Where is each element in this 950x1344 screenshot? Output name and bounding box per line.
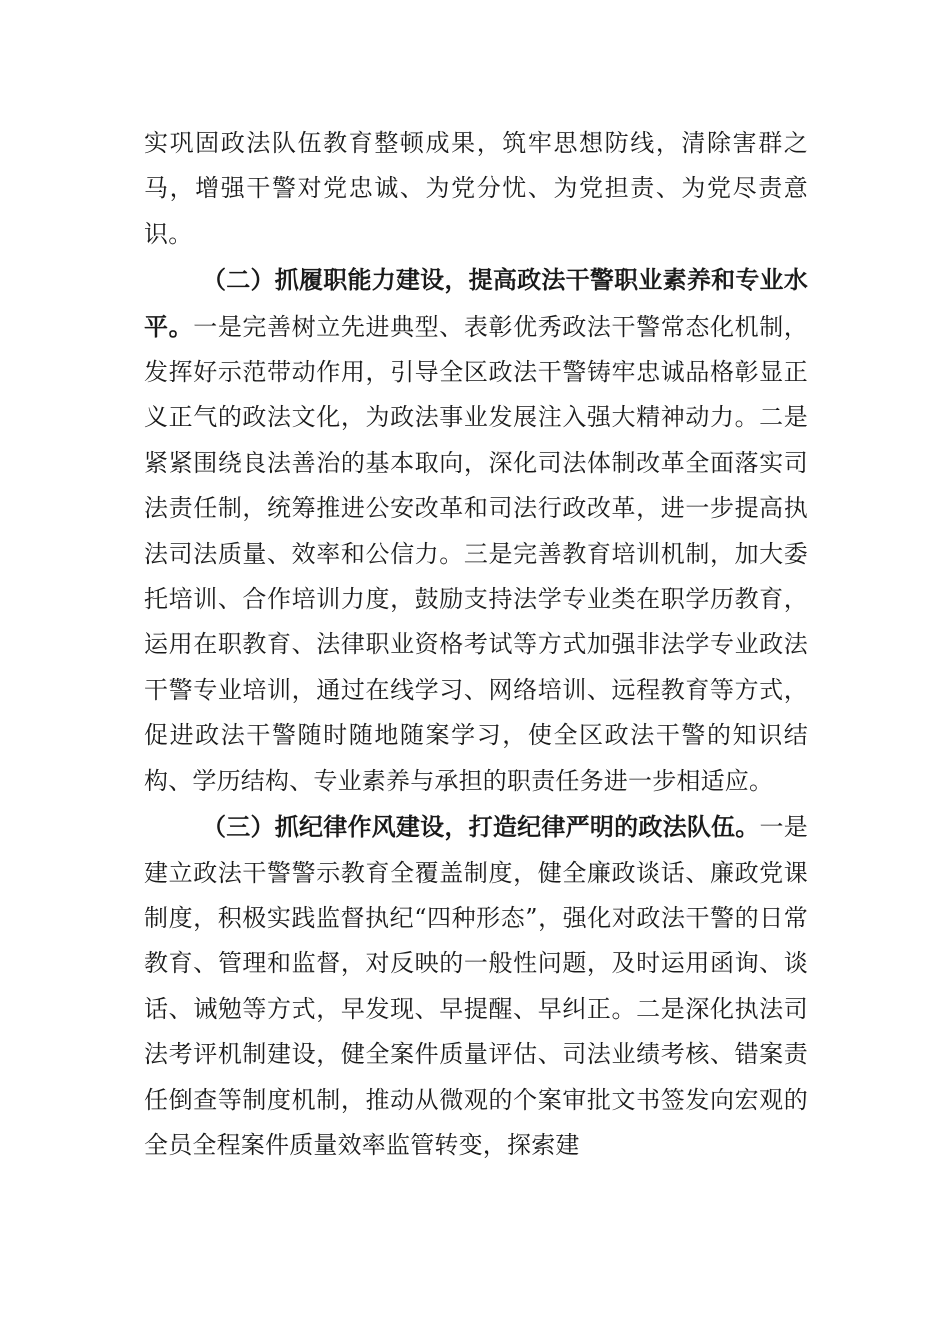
paragraph-section-two bbox=[144, 257, 808, 804]
paragraph-text: 一是完善树立先进典型、表彰优秀政法干警常态化机制，发挥好示范带动作用，引导全区政法干警铸牢忠诚品格彰显正义正气的政法文化，为政法事业发展注入强大精神动力。二是紧紧围绕良法善治的基本取向，深化司法体制改革全面落实司法责任制，统筹推进公安改革和司法行政改革，进一步提高执法司法质量、效率和公信力。三是完善教育培训机制，加大委托培训、合作培训力度，鼓励支持法学专业类在职学历教育，运用在职教育、法律职业资格考试等方式加强非法学专业政法干警专业培训，通过在线学习、网络培训、远程教育等方式，促进政法干警随时随地随案学习，使全区政法干警的知识结构、学历结构、专业素养与承担的职责任务进一步相适应。 bbox=[144, 312, 808, 795]
paragraph-text: 实巩固政法队伍教育整顿成果，筑牢思想防线，清除害群之马，增强干警对党忠诚、为党分忧、为党担责、为党尽责意识。 bbox=[144, 129, 808, 248]
paragraph-section-three bbox=[144, 804, 808, 1168]
paragraph-continuation bbox=[144, 121, 808, 257]
document-page bbox=[144, 121, 808, 1168]
section-heading: （三）抓纪律作风建设，打造纪律严明的政法队伍。 bbox=[202, 812, 760, 842]
paragraph-text: 一是建立政法干警警示教育全覆盖制度，健全廉政谈话、廉政党课制度，积极实践监督执纪“四种形态”，强化对政法干警的日常教育、管理和监督，对反映的一般性问题，及时运用函询、谈话、诫勉等方式，早发现、早提醒、早纠正。二是深化执法司法考评机制建设，健全案件质量评估、司法业绩考核、错案责任倒查等制度机制，推动从微观的个案审批文书签发向宏观的全员全程案件质量效率监管转变，探索建 bbox=[144, 813, 808, 1159]
section-heading: （二）抓履职能力建设，提高政法干警职业素养和专业水平。 bbox=[144, 265, 808, 341]
